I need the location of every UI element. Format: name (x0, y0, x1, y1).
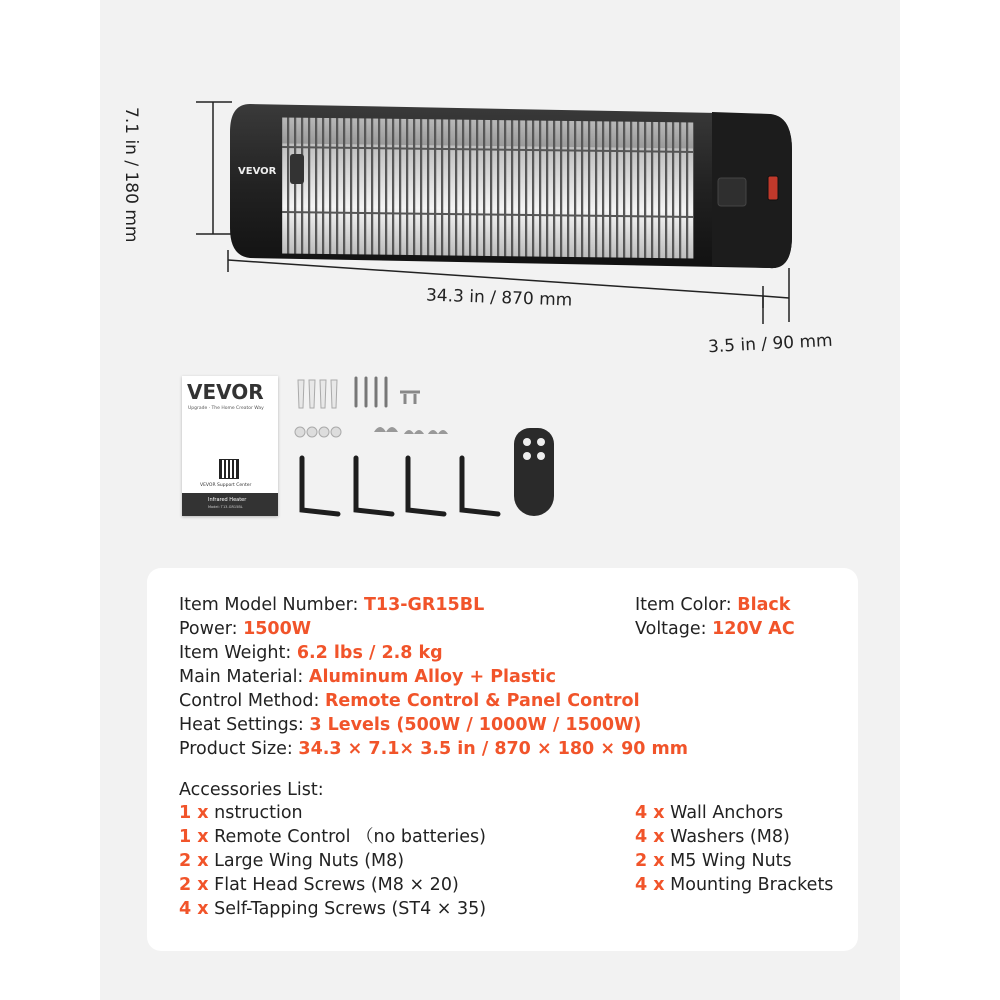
accessory-qty: 4 x (635, 827, 665, 847)
accessory-name: Self-Tapping Screws (ST4 × 35) (214, 899, 487, 919)
accessory-item (635, 825, 790, 849)
accessory-name: Wall Anchors (670, 803, 784, 823)
heater-body (230, 104, 792, 268)
spec-color-value: Black (737, 595, 791, 615)
heater-brand-logo: VEVOR (238, 166, 277, 177)
spec-heat-value: 3 Levels (500W / 1000W / 1500W) (309, 715, 642, 735)
manual-tagline: Upgrade · The Home Creator Way (188, 406, 264, 411)
depth-dimension-label: 3.5 in / 90 mm (707, 330, 834, 358)
heater-control-panel (718, 178, 746, 206)
accessory-name: Washers (M8) (670, 827, 790, 847)
manual-footer (182, 493, 278, 516)
accessory-item (635, 801, 783, 825)
spec-material (179, 665, 556, 689)
spec-model (179, 593, 484, 617)
manual-brand: VEVOR (187, 380, 264, 404)
accessory-name: Large Wing Nuts (M8) (214, 851, 405, 871)
accessories-title: Accessories List: (179, 780, 324, 800)
spec-size-label: Product Size: (179, 739, 293, 759)
spec-power (179, 617, 311, 641)
screws-icon (356, 378, 386, 406)
accessory-name: Mounting Brackets (670, 875, 834, 895)
spec-voltage-label: Voltage: (635, 619, 707, 639)
spec-color (635, 593, 790, 617)
width-dimension-label: 34.3 in / 870 mm (425, 285, 573, 311)
spec-power-label: Power: (179, 619, 238, 639)
accessory-qty: 1 x (179, 827, 209, 847)
spec-model-value: T13-GR15BL (363, 595, 485, 615)
accessory-item (179, 801, 303, 825)
spec-heat (179, 713, 641, 737)
accessory-item (635, 873, 833, 897)
spec-weight-label: Item Weight: (179, 643, 292, 663)
manual-support: VEVOR Support Center (200, 483, 252, 488)
accessory-qty: 2 x (179, 875, 209, 895)
spec-control-label: Control Method: (179, 691, 320, 711)
accessory-qty: 4 x (635, 875, 665, 895)
spec-voltage-value: 120V AC (712, 619, 795, 639)
wing-nuts-icon (374, 427, 448, 434)
qr-code-icon (220, 460, 238, 478)
accessory-item (179, 849, 404, 873)
accessory-item (179, 825, 486, 849)
spec-power-value: 1500W (243, 619, 312, 639)
accessory-item (635, 849, 792, 873)
spec-weight (179, 641, 443, 665)
wall-anchors-icon (298, 380, 337, 408)
spec-model-label: Item Model Number: (179, 595, 359, 615)
spec-color-label: Item Color: (635, 595, 732, 615)
washers-icon (295, 427, 341, 437)
heater-illustration (0, 0, 1000, 380)
accessory-qty: 1 x (179, 803, 209, 823)
power-switch-icon (768, 176, 778, 200)
mounting-brackets-icon (302, 458, 498, 514)
accessory-qty: 2 x (635, 851, 665, 871)
accessory-name: M5 Wing Nuts (670, 851, 792, 871)
accessory-qty: 2 x (179, 851, 209, 871)
spec-size (179, 737, 688, 761)
spec-heat-label: Heat Settings: (179, 715, 304, 735)
accessory-qty: 4 x (179, 899, 209, 919)
instruction-manual (182, 376, 278, 516)
spec-material-value: Aluminum Alloy + Plastic (308, 667, 557, 687)
depth-dimension-line (763, 268, 789, 324)
manual-model: Model: T13-GR15BL (208, 505, 243, 509)
spec-control-value: Remote Control & Panel Control (324, 691, 640, 711)
remote-control-icon (514, 428, 554, 516)
accessory-item (179, 897, 486, 921)
accessory-name: nstruction (214, 803, 303, 823)
accessory-name: Flat Head Screws (M8 × 20) (214, 875, 459, 895)
accessory-item (179, 873, 459, 897)
manual-product: Infrared Heater (208, 497, 247, 503)
height-dimension-label: 7.1 in / 180 mm (121, 107, 141, 243)
accessory-qty: 4 x (635, 803, 665, 823)
height-dimension-line (196, 102, 232, 234)
spec-weight-value: 6.2 lbs / 2.8 kg (296, 643, 443, 663)
spec-material-label: Main Material: (179, 667, 304, 687)
spec-size-value: 34.3 × 7.1× 3.5 in / 870 × 180 × 90 mm (298, 739, 688, 759)
spec-voltage (635, 617, 795, 641)
accessory-name: Remote Control （no batteries) (214, 827, 486, 847)
spec-control (179, 689, 640, 713)
flat-head-screws-icon (400, 392, 420, 404)
